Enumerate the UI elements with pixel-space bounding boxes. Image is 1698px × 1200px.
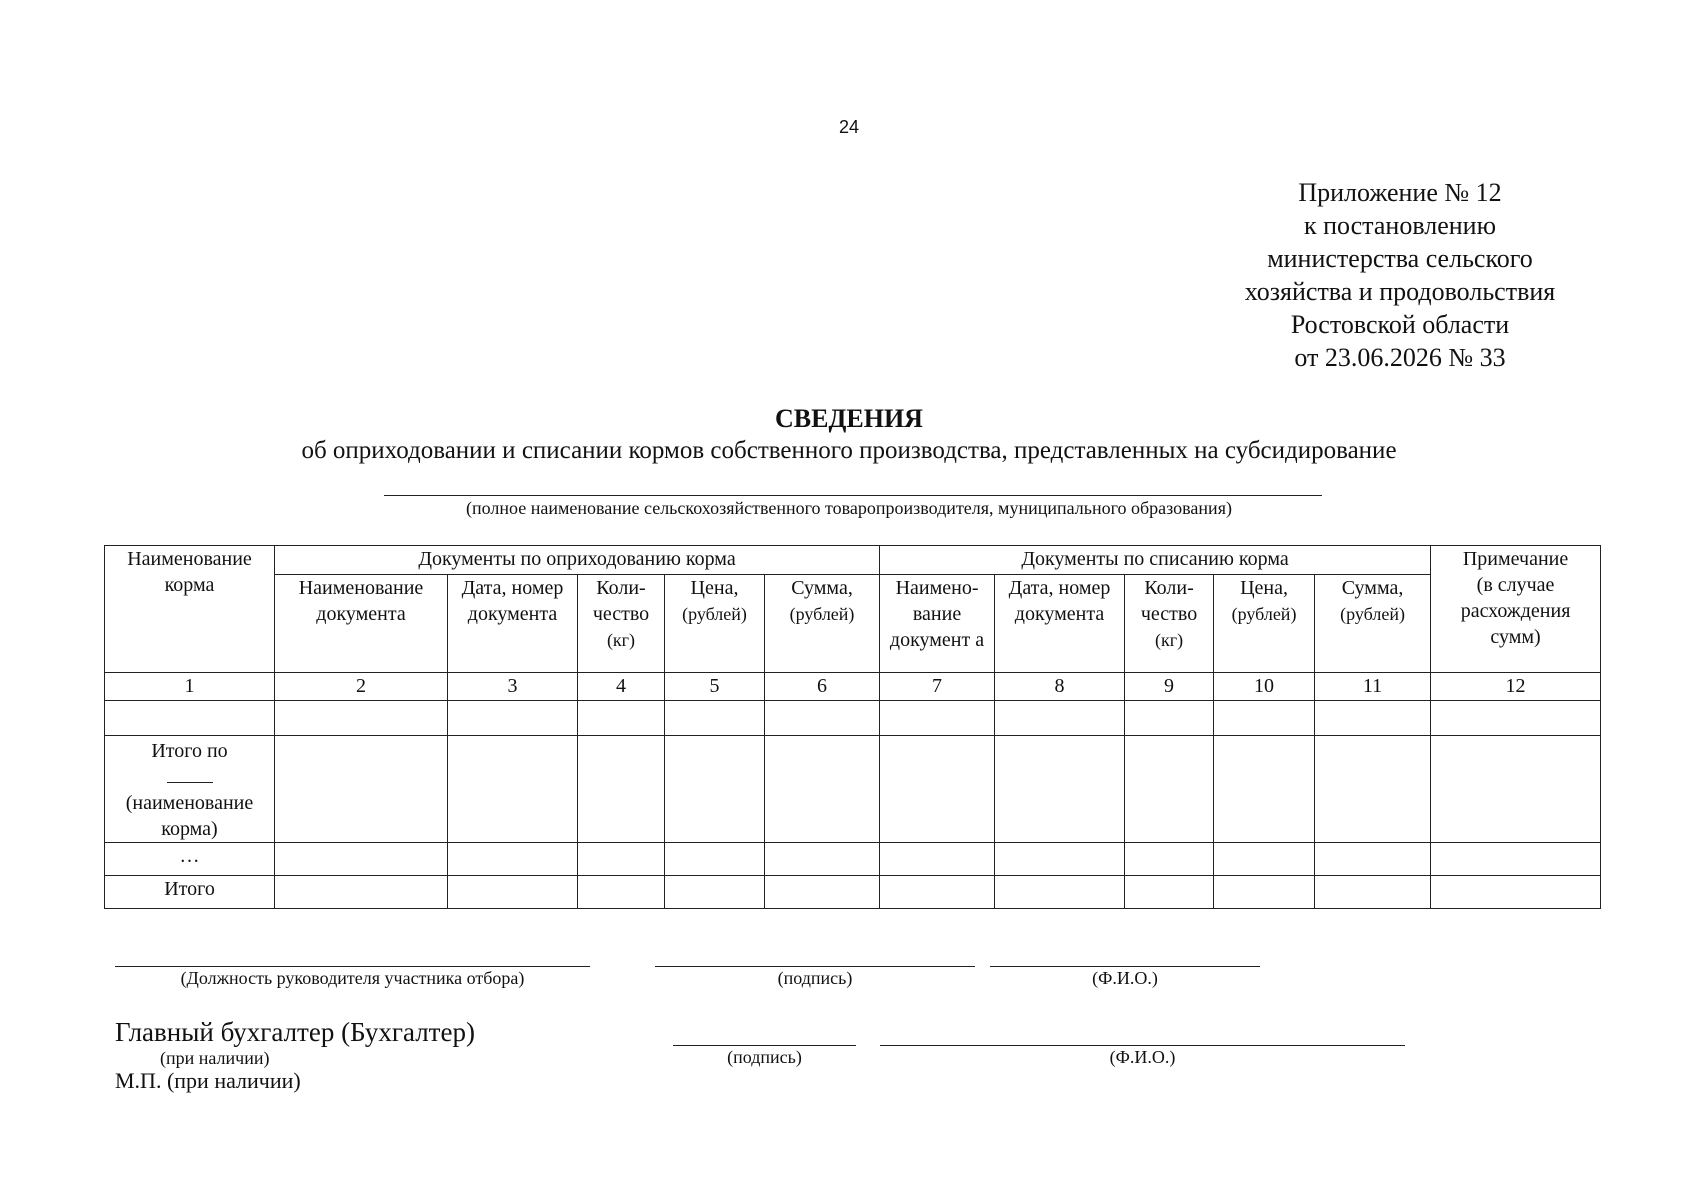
table-cell[interactable] (995, 843, 1125, 876)
header-note (1431, 546, 1601, 673)
table-cell[interactable] (1431, 736, 1601, 843)
table-cell[interactable] (665, 701, 765, 736)
column-number: 11 (1315, 673, 1431, 701)
table-cell[interactable] (1125, 843, 1214, 876)
header-income-sum: Сумма, (рублей) (765, 575, 880, 673)
table-cell[interactable] (578, 736, 665, 843)
column-number: 2 (275, 673, 448, 701)
note-title: Примечание (1462, 548, 1569, 570)
table-cell[interactable] (1315, 876, 1431, 909)
head-signature-line (655, 966, 975, 967)
chief-signature-caption: (подпись) (727, 1047, 802, 1067)
table-cell[interactable] (1431, 876, 1601, 909)
table-cell[interactable] (1315, 701, 1431, 736)
table-cell[interactable] (275, 843, 448, 876)
table-cell[interactable] (880, 701, 995, 736)
table-cell[interactable] (275, 876, 448, 909)
table-cell[interactable] (995, 876, 1125, 909)
table-cell[interactable] (995, 736, 1125, 843)
appendix-line: Ростовской области (1290, 310, 1510, 339)
table-cell[interactable] (1125, 876, 1214, 909)
column-number: 9 (1125, 673, 1214, 701)
feed-name-blank (107, 764, 272, 790)
ellipsis-cell: … (105, 843, 275, 876)
document-subtitle: об оприходовании и списании кормов собственного производства, представленных на субсидирование (301, 437, 1397, 464)
table-cell[interactable] (275, 701, 448, 736)
table-cell[interactable] (1214, 701, 1315, 736)
table-cell[interactable] (1214, 736, 1315, 843)
header-writeoff-price: Цена, (рублей) (1214, 575, 1315, 673)
table-cell[interactable] (665, 736, 765, 843)
header-income-price: Цена, (рублей) (665, 575, 765, 673)
header-income-quantity: Коли-чество (кг) (578, 575, 665, 673)
header-writeoff-docs: Документы по списанию корма (880, 546, 1431, 575)
table-cell[interactable] (765, 701, 880, 736)
table-row (105, 843, 1601, 876)
header-writeoff-quantity: Коли-чество (кг) (1125, 575, 1214, 673)
table-cell[interactable] (1214, 876, 1315, 909)
header-income-doc-name: Наименование документа (275, 575, 448, 673)
table-cell[interactable] (448, 843, 578, 876)
table-cell[interactable] (1214, 843, 1315, 876)
column-number: 6 (765, 673, 880, 701)
table-cell[interactable] (448, 701, 578, 736)
column-number: 5 (665, 673, 765, 701)
header-writeoff-doc-name: Наимено-вание документ а (880, 575, 995, 673)
column-number: 4 (578, 673, 665, 701)
head-fio-line (990, 966, 1260, 967)
head-position-caption: (Должность руководителя участника отбора) (180, 968, 525, 988)
table-header-row (105, 546, 1601, 575)
header-feed-name: Наименование корма (105, 546, 275, 673)
appendix-line: министерства сельского (1267, 244, 1533, 273)
subtotal-row (105, 736, 1601, 843)
table-cell[interactable] (275, 736, 448, 843)
table-cell[interactable] (765, 876, 880, 909)
column-number: 3 (448, 673, 578, 701)
table-cell[interactable] (448, 736, 578, 843)
column-number-row (105, 673, 1601, 701)
chief-accountant-note: (при наличии) (160, 1048, 270, 1068)
chief-fio-line (880, 1045, 1405, 1046)
header-writeoff-sum: Сумма, (рублей) (1315, 575, 1431, 673)
page-number: 24 (838, 117, 860, 137)
table-subheader-row (105, 575, 1601, 673)
table-cell[interactable] (1315, 736, 1431, 843)
appendix-line: Приложение № 12 (1298, 178, 1502, 207)
column-number: 12 (1431, 673, 1601, 701)
column-number: 7 (880, 673, 995, 701)
table-cell[interactable] (880, 736, 995, 843)
feed-table (104, 545, 1601, 909)
stamp-label: М.П. (при наличии) (115, 1068, 301, 1093)
table-cell[interactable] (578, 876, 665, 909)
head-fio-caption: (Ф.И.О.) (1092, 968, 1158, 988)
document-title: СВЕДЕНИЯ (775, 404, 923, 433)
table-cell[interactable] (665, 876, 765, 909)
chief-fio-caption: (Ф.И.О.) (1109, 1047, 1176, 1067)
table-cell[interactable] (578, 843, 665, 876)
head-position-line (115, 966, 590, 967)
table-cell[interactable] (448, 876, 578, 909)
table-cell[interactable] (765, 843, 880, 876)
table-cell[interactable] (665, 843, 765, 876)
appendix-line: хозяйства и продовольствия (1244, 277, 1556, 306)
table-cell[interactable] (578, 701, 665, 736)
table-row (105, 701, 1601, 736)
appendix-line: к постановлению (1303, 211, 1497, 240)
chief-accountant-label: Главный бухгалтер (Бухгалтер) (115, 1017, 475, 1047)
appendix-block (1210, 176, 1590, 374)
total-label: Итого (105, 876, 275, 909)
org-name-caption: (полное наименование сельскохозяйственного товаропроизводителя, муниципального образования) (466, 498, 1232, 518)
subtotal-label: Итого по (наименование корма) (105, 736, 275, 843)
table-cell[interactable] (1125, 701, 1214, 736)
org-name-line (384, 495, 1322, 496)
chief-signature-line (673, 1045, 856, 1046)
table-cell[interactable] (105, 701, 275, 736)
header-income-doc-date: Дата, номер документа (448, 575, 578, 673)
appendix-line: от 23.06.2026 № 33 (1294, 343, 1506, 372)
total-row (105, 876, 1601, 909)
column-number: 1 (105, 673, 275, 701)
header-income-docs: Документы по оприходованию корма (275, 546, 880, 575)
table-cell[interactable] (995, 701, 1125, 736)
note-subtitle: (в случае расхождения сумм) (1460, 574, 1571, 648)
table-cell[interactable] (765, 736, 880, 843)
table-cell[interactable] (1315, 843, 1431, 876)
header-writeoff-doc-date: Дата, номер документа (995, 575, 1125, 673)
table-cell[interactable] (1125, 736, 1214, 843)
table-cell[interactable] (880, 843, 995, 876)
table-cell[interactable] (1431, 843, 1601, 876)
table-cell[interactable] (1431, 701, 1601, 736)
head-signature-caption: (подпись) (777, 968, 853, 988)
column-number: 10 (1214, 673, 1315, 701)
table-cell[interactable] (880, 876, 995, 909)
column-number: 8 (995, 673, 1125, 701)
